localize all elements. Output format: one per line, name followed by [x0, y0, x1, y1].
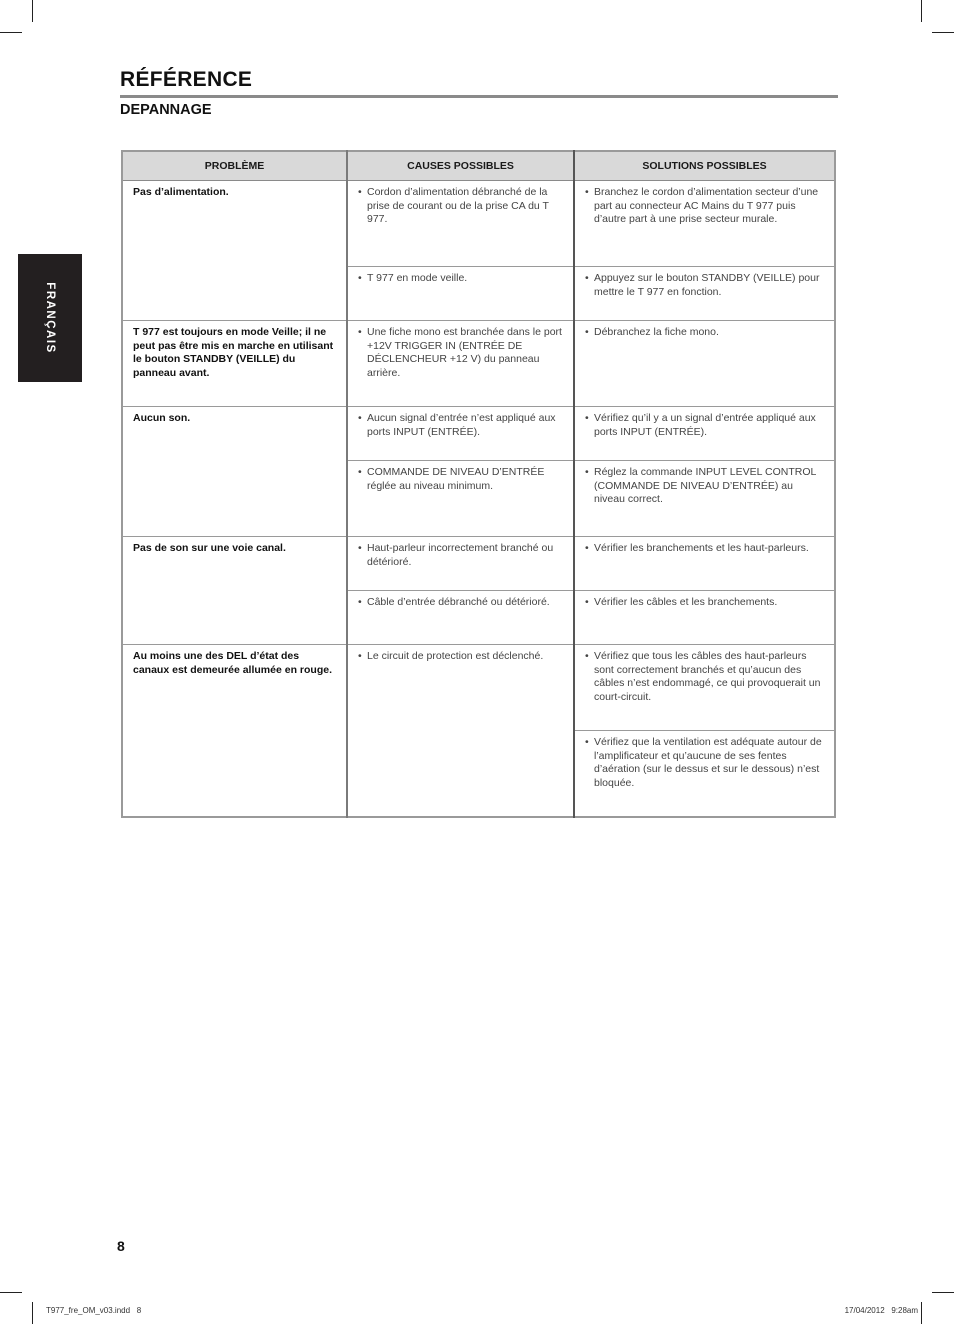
troubleshooting-table: [121, 150, 836, 818]
cause-cell: • Aucun signal d’entrée n’est appliqué aux ports INPUT (ENTRÉE).: [347, 407, 574, 461]
crop-mark: [921, 0, 922, 22]
cause-cell: • COMMANDE DE NIVEAU D’ENTRÉE réglée au niveau minimum.: [347, 461, 574, 537]
solution-cell: • Réglez la commande INPUT LEVEL CONTROL (COMMANDE DE NIVEAU D’ENTRÉE) au niveau correct.: [574, 461, 835, 537]
problem-cell: Au moins une des DEL d’état des canaux est demeurée allumée en rouge.: [122, 645, 347, 817]
title-underline: [120, 95, 838, 98]
solution-cell: • Vérifier les branchements et les haut-parleurs.: [574, 537, 835, 591]
solution-cell: • Vérifiez que la ventilation est adéquate autour de l’amplificateur et qu’aucune de ses fentes d’aération (sur le dessus et sur le dessous) n’est bloquée.: [574, 731, 835, 817]
language-tab-label: FRANÇAIS: [44, 282, 56, 354]
cause-cell: • Cordon d’alimentation débranché de la prise de courant ou de la prise CA du T 977.: [347, 181, 574, 267]
table-row: [122, 321, 835, 407]
footer-filename: T977_fre_OM_v03.indd 8: [46, 1306, 142, 1315]
solution-cell: • Vérifiez qu’il y a un signal d’entrée appliqué aux ports INPUT (ENTRÉE).: [574, 407, 835, 461]
solution-cell: • Débranchez la fiche mono.: [574, 321, 835, 407]
crop-mark: [0, 1292, 22, 1293]
cause-cell: • T 977 en mode veille.: [347, 267, 574, 321]
table-row: [122, 645, 835, 731]
crop-mark: [0, 32, 22, 33]
crop-mark: [921, 1302, 922, 1324]
crop-mark: [32, 1302, 33, 1324]
solution-cell: • Appuyez sur le bouton STANDBY (VEILLE) pour mettre le T 977 en fonction.: [574, 267, 835, 321]
solution-cell: • Vérifiez que tous les câbles des haut-parleurs sont correctement branchés et qu’aucun des câbles n’est endommagé, ce qui provoquerait un court-circuit.: [574, 645, 835, 731]
cause-cell: • Câble d’entrée débranché ou détérioré.: [347, 591, 574, 645]
column-header-causes: CAUSES POSSIBLES: [347, 151, 574, 181]
problem-cell: Pas de son sur une voie canal.: [122, 537, 347, 645]
section-title: DEPANNAGE: [120, 102, 212, 118]
crop-mark: [32, 0, 33, 22]
table-row: [122, 181, 835, 267]
column-header-problem: PROBLÈME: [122, 151, 347, 181]
crop-mark: [932, 32, 954, 33]
solution-cell: • Branchez le cordon d’alimentation secteur d’une part au connecteur AC Mains du T 977 puis d’autre part à une prise secteur murale.: [574, 181, 835, 267]
page-title: RÉFÉRENCE: [120, 68, 253, 91]
cause-cell: • Une fiche mono est branchée dans le port +12V TRIGGER IN (ENTRÉE DE DÉCLENCHEUR +12 V) du panneau arrière.: [347, 321, 574, 407]
cause-cell: • Le circuit de protection est déclenché.: [347, 645, 574, 817]
page-number: 8: [117, 1238, 125, 1254]
crop-mark: [932, 1292, 954, 1293]
problem-cell: T 977 est toujours en mode Veille; il ne peut pas être mis en marche en utilisant le bouton STANDBY (VEILLE) du panneau avant.: [122, 321, 347, 407]
language-tab: [18, 254, 82, 382]
table-row: [122, 407, 835, 461]
problem-cell: Aucun son.: [122, 407, 347, 537]
table-header-row: [122, 151, 835, 181]
problem-cell: Pas d’alimentation.: [122, 181, 347, 321]
column-header-solutions: SOLUTIONS POSSIBLES: [574, 151, 835, 181]
cause-cell: • Haut-parleur incorrectement branché ou détérioré.: [347, 537, 574, 591]
solution-cell: • Vérifier les câbles et les branchements.: [574, 591, 835, 645]
footer-timestamp: 17/04/2012 9:28am: [844, 1306, 918, 1315]
table-row: [122, 537, 835, 591]
